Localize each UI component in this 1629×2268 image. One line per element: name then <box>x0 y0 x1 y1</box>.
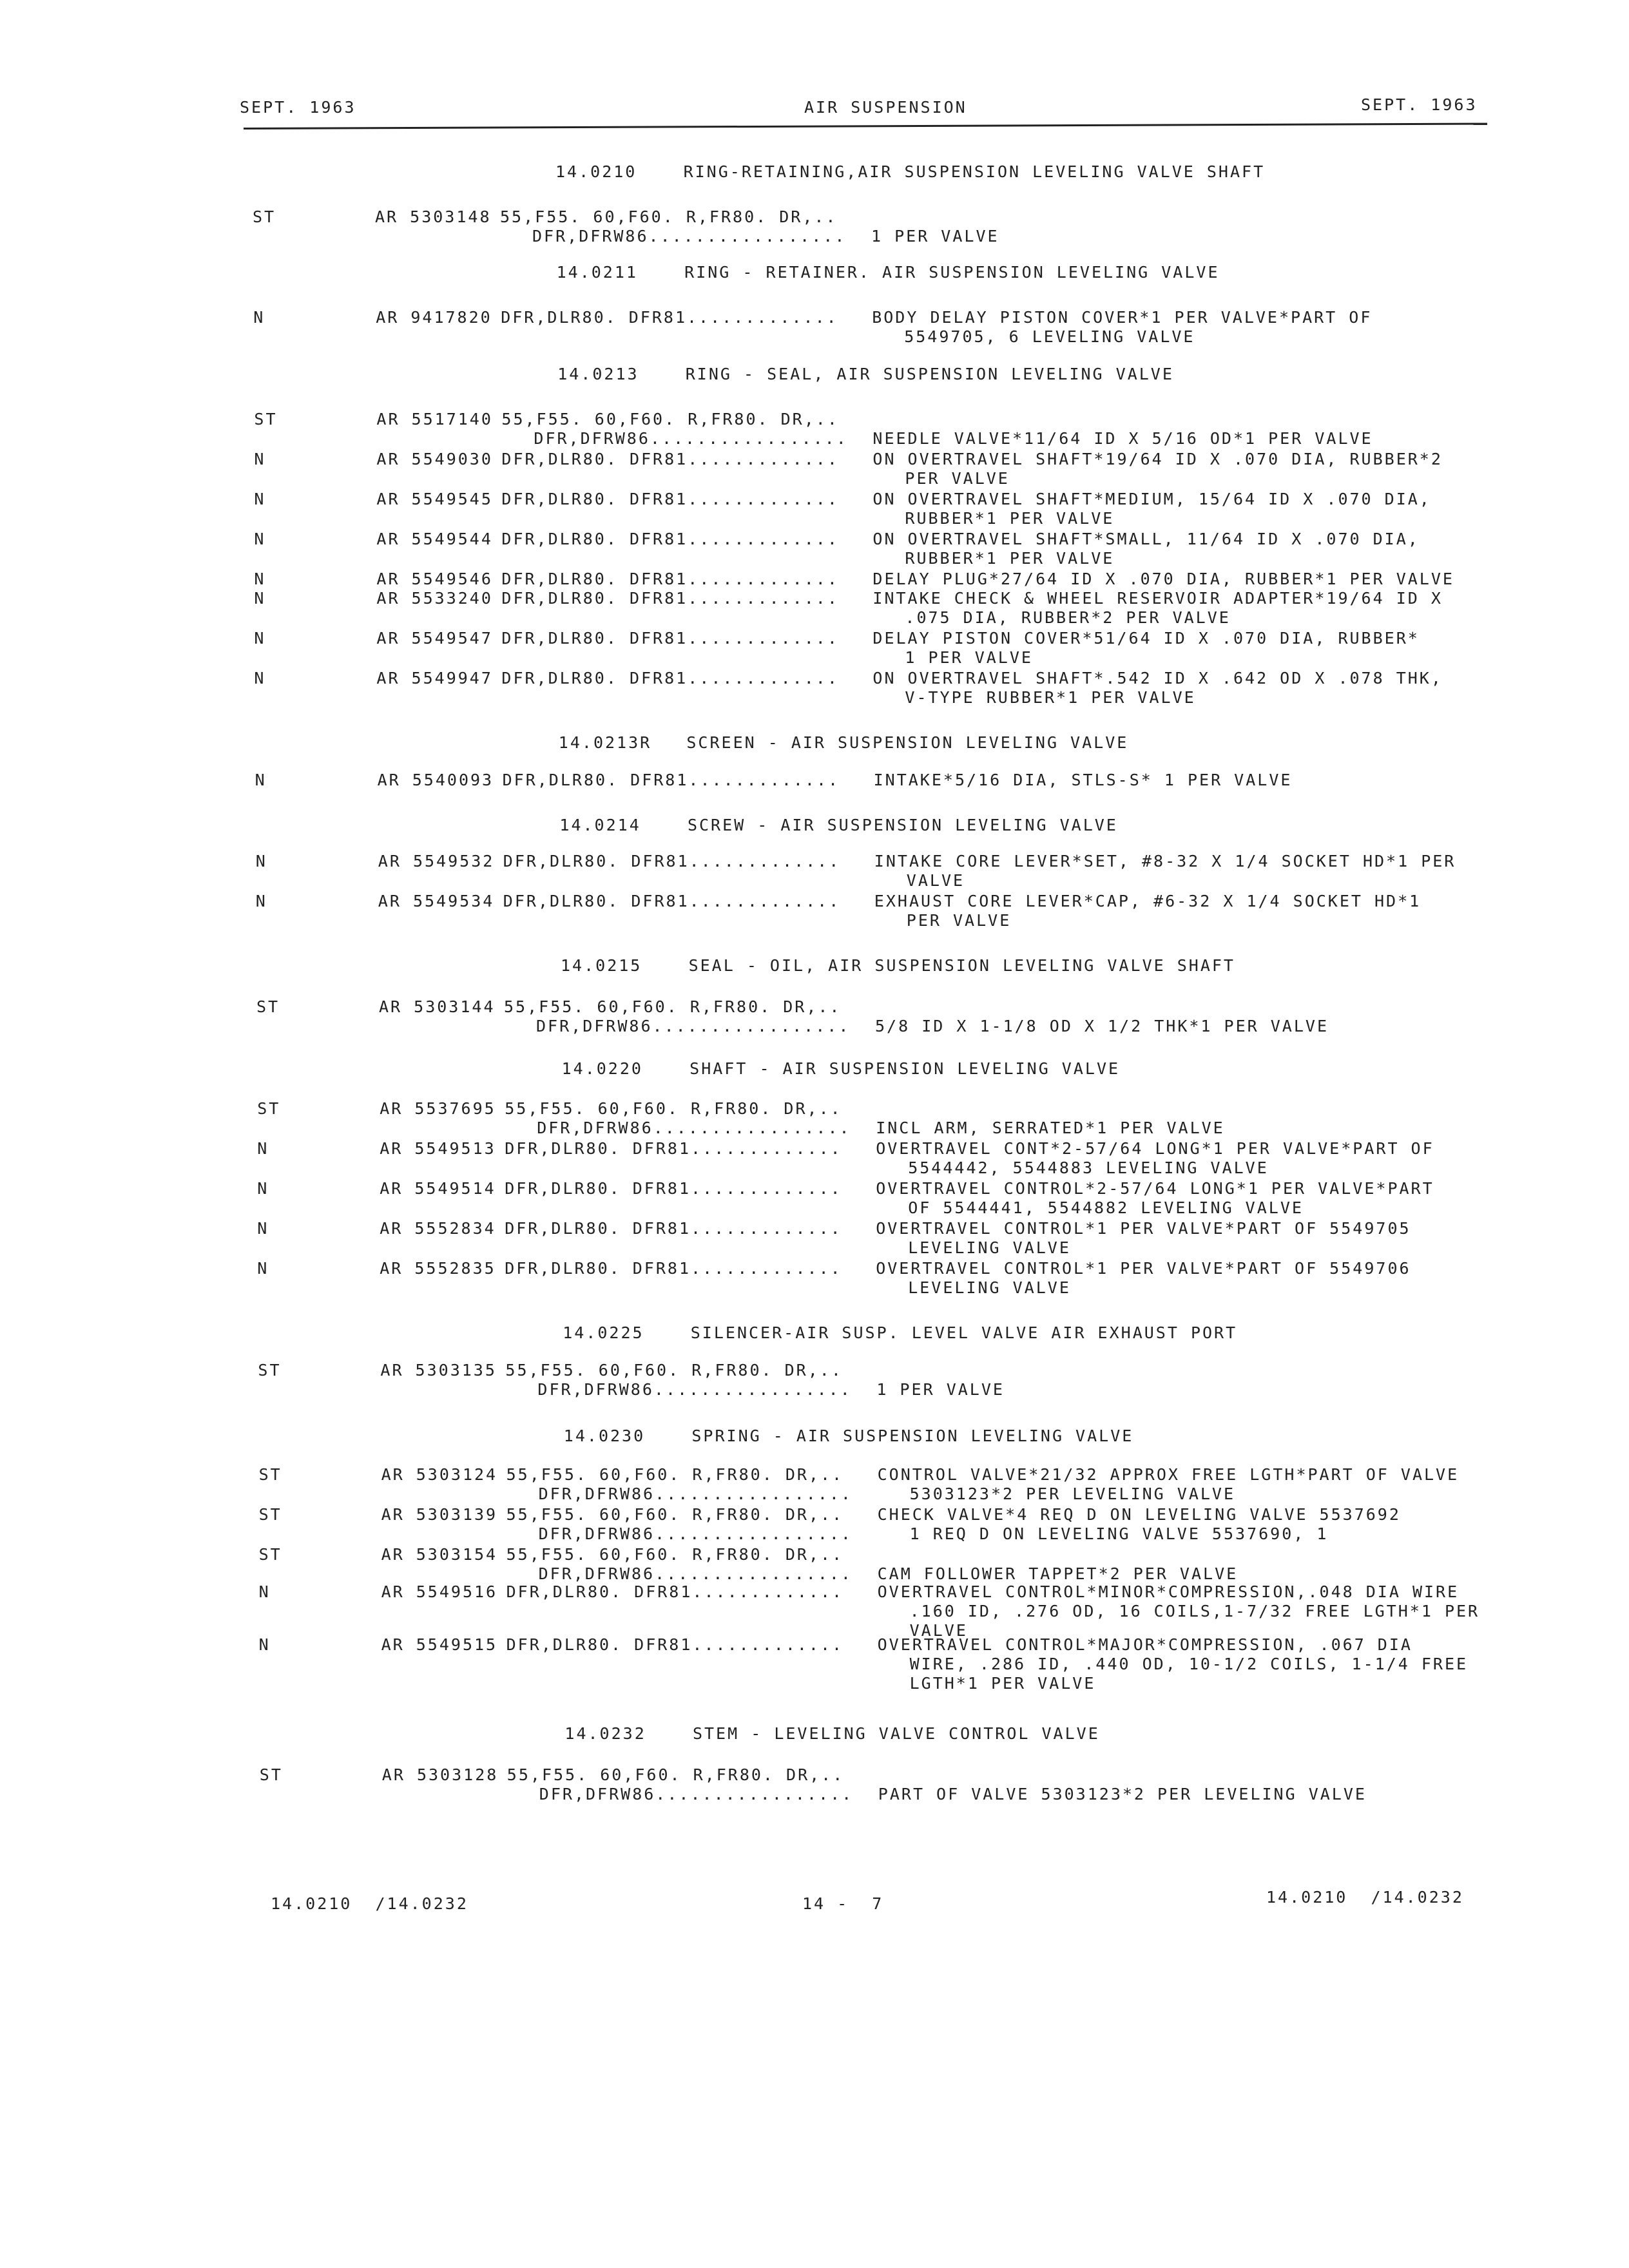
model-list: DFR,DLR80. DFR81............. <box>506 1582 844 1601</box>
model-list: DFR,DLR80. DFR81............. <box>503 852 841 870</box>
part-description-cont: CAM FOLLOWER TAPPET*2 PER VALVE <box>877 1564 1239 1583</box>
part-number: AR 5303144 <box>379 997 496 1016</box>
part-description: INTAKE CORE LEVER*SET, #8-32 X 1/4 SOCKET HD*1 PER <box>874 852 1456 870</box>
part-description-cont: OF 5544441, 5544882 LEVELING VALVE <box>908 1198 1304 1217</box>
status-code: N <box>255 852 267 870</box>
part-description-cont: VALVE <box>906 871 965 890</box>
model-list-cont: DFR,DFRW86................. <box>538 1524 853 1543</box>
status-code: N <box>254 589 266 608</box>
part-description-cont: PART OF VALVE 5303123*2 PER LEVELING VALVE <box>878 1785 1367 1803</box>
status-code: N <box>254 450 266 468</box>
part-number: AR 5549545 <box>376 490 493 508</box>
part-description: DELAY PLUG*27/64 ID X .070 DIA, RUBBER*1 PER VALVE <box>872 570 1454 588</box>
part-number: AR 5517140 <box>376 410 493 428</box>
part-description: CONTROL VALVE*21/32 APPROX FREE LGTH*PART OF VALVE <box>877 1465 1460 1484</box>
model-list: DFR,DLR80. DFR81............. <box>506 1635 844 1654</box>
part-description-cont: LEVELING VALVE <box>908 1238 1071 1257</box>
part-number: AR 5303135 <box>380 1361 497 1379</box>
header-title: AIR SUSPENSION <box>804 98 967 117</box>
status-code: N <box>257 1139 269 1158</box>
model-list: DFR,DLR80. DFR81............. <box>503 892 841 910</box>
model-list: 55,F55. 60,F60. R,FR80. DR,.. <box>505 1361 843 1379</box>
model-list: DFR,DLR80. DFR81............. <box>501 490 839 508</box>
section-title: 14.0213 RING - SEAL, AIR SUSPENSION LEVELING VALVE <box>557 365 1174 383</box>
part-number: AR 5303128 <box>381 1765 499 1784</box>
part-description-cont: .160 ID, .276 OD, 16 COILS,1-7/32 FREE LGTH*1 PER <box>909 1602 1480 1620</box>
part-description: OVERTRAVEL CONTROL*2-57/64 LONG*1 PER VALVE*PART <box>876 1179 1434 1198</box>
section-title: 14.0230 SPRING - AIR SUSPENSION LEVELING VALVE <box>563 1427 1134 1445</box>
status-code: ST <box>258 1465 282 1484</box>
part-description-cont: 5544442, 5544883 LEVELING VALVE <box>908 1158 1269 1177</box>
section-title: 14.0210 RING-RETAINING,AIR SUSPENSION LEVELING VALVE SHAFT <box>555 162 1266 181</box>
part-description-cont: 5549705, 6 LEVELING VALVE <box>904 327 1195 346</box>
part-number: AR 5303148 <box>375 207 492 226</box>
footer-range-right: 14.0210 /14.0232 <box>1266 1888 1464 1907</box>
model-list: 55,F55. 60,F60. R,FR80. DR,.. <box>506 1545 844 1564</box>
model-list: DFR,DLR80. DFR81............. <box>505 1179 842 1198</box>
section-title: 14.0214 SCREW - AIR SUSPENSION LEVELING VALVE <box>559 816 1118 834</box>
status-code: N <box>255 892 267 910</box>
status-code: ST <box>257 1099 281 1118</box>
model-list: DFR,DLR80. DFR81............. <box>501 308 838 327</box>
part-number: AR 9417820 <box>376 308 492 327</box>
part-description: ON OVERTRAVEL SHAFT*MEDIUM, 15/64 ID X .070 DIA, <box>872 490 1431 508</box>
section-title: 14.0213R SCREEN - AIR SUSPENSION LEVELING VALVE <box>558 733 1129 752</box>
part-description: OVERTRAVEL CONT*2-57/64 LONG*1 PER VALVE*PART OF <box>876 1139 1434 1158</box>
part-description: INTAKE CHECK & WHEEL RESERVOIR ADAPTER*19/64 ID X <box>872 589 1443 608</box>
status-code: ST <box>258 1505 282 1524</box>
section-title: 14.0215 SEAL - OIL, AIR SUSPENSION LEVELING VALVE SHAFT <box>561 956 1235 975</box>
status-code: ST <box>258 1545 282 1564</box>
status-code: N <box>257 1259 269 1278</box>
page-number: 14 - 7 <box>802 1894 884 1913</box>
model-list: 55,F55. 60,F60. R,FR80. DR,.. <box>506 1465 844 1484</box>
part-description-cont: RUBBER*1 PER VALVE <box>905 509 1115 528</box>
part-number: AR 5533240 <box>376 589 493 608</box>
part-description-cont: RUBBER*1 PER VALVE <box>905 549 1115 568</box>
status-code: N <box>254 570 266 588</box>
part-description: ON OVERTRAVEL SHAFT*19/64 ID X .070 DIA, RUBBER*2 <box>872 450 1443 468</box>
part-description: ON OVERTRAVEL SHAFT*SMALL, 11/64 ID X .070 DIA, <box>872 530 1420 548</box>
part-description: DELAY PISTON COVER*51/64 ID X .070 DIA, RUBBER* <box>872 629 1420 648</box>
part-description-cont: 1 PER VALVE <box>876 1380 1005 1399</box>
status-code: ST <box>253 207 276 226</box>
section-title: 14.0232 STEM - LEVELING VALVE CONTROL VALVE <box>564 1724 1100 1743</box>
part-description-cont: LEVELING VALVE <box>908 1278 1071 1297</box>
part-description: INTAKE*5/16 DIA, STLS-S* 1 PER VALVE <box>873 771 1293 789</box>
part-number: AR 5549947 <box>376 669 493 687</box>
part-description-cont: 1 REQ D ON LEVELING VALVE 5537690, 1 <box>909 1524 1329 1543</box>
part-number: AR 5549534 <box>378 892 495 910</box>
header-date-right: SEPT. 1963 <box>1361 95 1478 114</box>
status-code: N <box>254 629 266 648</box>
section-title: 14.0211 RING - RETAINER. AIR SUSPENSION LEVELING VALVE <box>556 263 1220 282</box>
part-description-cont: 1 PER VALVE <box>871 227 999 245</box>
model-list: DFR,DLR80. DFR81............. <box>505 1259 842 1278</box>
model-list: DFR,DLR80. DFR81............. <box>505 1139 842 1158</box>
model-list: DFR,DLR80. DFR81............. <box>501 450 839 468</box>
part-number: AR 5549514 <box>380 1179 496 1198</box>
part-description-cont: INCL ARM, SERRATED*1 PER VALVE <box>876 1119 1225 1137</box>
model-list: 55,F55. 60,F60. R,FR80. DR,.. <box>506 1765 845 1784</box>
part-number: AR 5549546 <box>376 570 493 588</box>
part-description-cont: PER VALVE <box>906 911 1012 930</box>
section-title: 14.0225 SILENCER-AIR SUSP. LEVEL VALVE AIR EXHAUST PORT <box>563 1323 1238 1342</box>
status-code: ST <box>258 1361 282 1379</box>
part-description: OVERTRAVEL CONTROL*MAJOR*COMPRESSION, .067 DIA <box>877 1635 1412 1654</box>
part-description-cont: .075 DIA, RUBBER*2 PER VALVE <box>905 608 1231 627</box>
part-description-cont: NEEDLE VALVE*11/64 ID X 5/16 OD*1 PER VALVE <box>872 429 1373 448</box>
part-number: AR 5549516 <box>381 1582 498 1601</box>
part-number: AR 5552835 <box>380 1259 496 1278</box>
part-number: AR 5303139 <box>381 1505 498 1524</box>
part-description-cont: LGTH*1 PER VALVE <box>909 1674 1096 1693</box>
status-code: N <box>255 771 267 789</box>
model-list: DFR,DLR80. DFR81............. <box>501 530 839 548</box>
model-list-cont: DFR,DFRW86................. <box>532 227 847 245</box>
part-description-cont: 1 PER VALVE <box>905 648 1033 667</box>
model-list: DFR,DLR80. DFR81............. <box>502 771 840 789</box>
model-list: 55,F55. 60,F60. R,FR80. DR,.. <box>501 410 839 428</box>
part-description-cont: PER VALVE <box>905 469 1010 488</box>
footer-range-left: 14.0210 /14.0232 <box>271 1894 468 1913</box>
part-number: AR 5549532 <box>378 852 495 870</box>
part-description: OVERTRAVEL CONTROL*1 PER VALVE*PART OF 5549705 <box>876 1219 1411 1238</box>
model-list: DFR,DLR80. DFR81............. <box>501 629 839 648</box>
status-code: ST <box>259 1765 283 1784</box>
model-list-cont: DFR,DFRW86................. <box>538 1564 853 1583</box>
part-description-cont: VALVE <box>909 1621 968 1640</box>
part-description: BODY DELAY PISTON COVER*1 PER VALVE*PART OF <box>872 308 1373 327</box>
part-number: AR 5549515 <box>381 1635 498 1654</box>
part-number: AR 5549547 <box>376 629 493 648</box>
part-description: OVERTRAVEL CONTROL*MINOR*COMPRESSION,.048 DIA WIRE <box>877 1582 1460 1601</box>
model-list: DFR,DLR80. DFR81............. <box>501 669 839 687</box>
part-number: AR 5540093 <box>377 771 494 789</box>
model-list: 55,F55. 60,F60. R,FR80. DR,.. <box>504 997 842 1016</box>
part-number: AR 5303124 <box>381 1465 498 1484</box>
status-code: ST <box>256 997 280 1016</box>
status-code: ST <box>254 410 278 428</box>
part-description-cont: 5303123*2 PER LEVELING VALVE <box>909 1485 1236 1503</box>
model-list-cont: DFR,DFRW86................. <box>537 1380 852 1399</box>
part-description: ON OVERTRAVEL SHAFT*.542 ID X .642 OD X .078 THK, <box>872 669 1443 687</box>
part-description-cont: WIRE, .286 ID, .440 OD, 10-1/2 COILS, 1-1/4 FREE <box>909 1655 1469 1673</box>
part-number: AR 5549513 <box>380 1139 496 1158</box>
part-description-cont: V-TYPE RUBBER*1 PER VALVE <box>905 688 1196 707</box>
model-list: 55,F55. 60,F60. R,FR80. DR,.. <box>505 1099 842 1118</box>
part-number: AR 5303154 <box>381 1545 498 1564</box>
part-description: EXHAUST CORE LEVER*CAP, #6-32 X 1/4 SOCKET HD*1 <box>874 892 1422 910</box>
part-number: AR 5549030 <box>376 450 493 468</box>
model-list-cont: DFR,DFRW86................. <box>537 1119 851 1137</box>
status-code: N <box>257 1179 269 1198</box>
model-list: 55,F55. 60,F60. R,FR80. DR,.. <box>506 1505 844 1524</box>
status-code: N <box>258 1582 271 1601</box>
model-list: DFR,DLR80. DFR81............. <box>505 1219 842 1238</box>
section-title: 14.0220 SHAFT - AIR SUSPENSION LEVELING VALVE <box>561 1059 1121 1078</box>
part-description: CHECK VALVE*4 REQ D ON LEVELING VALVE 5537692 <box>877 1505 1401 1524</box>
model-list: DFR,DLR80. DFR81............. <box>501 570 839 588</box>
status-code: N <box>254 490 266 508</box>
status-code: N <box>254 530 266 548</box>
status-code: N <box>253 308 265 327</box>
status-code: N <box>258 1635 271 1654</box>
status-code: N <box>254 669 266 687</box>
model-list-cont: DFR,DFRW86................. <box>534 429 848 448</box>
part-description-cont: 5/8 ID X 1-1/8 OD X 1/2 THK*1 PER VALVE <box>875 1017 1329 1035</box>
model-list: DFR,DLR80. DFR81............. <box>501 589 839 608</box>
status-code: N <box>257 1219 269 1238</box>
part-number: AR 5537695 <box>380 1099 496 1118</box>
part-number: AR 5549544 <box>376 530 493 548</box>
model-list: 55,F55. 60,F60. R,FR80. DR,.. <box>500 207 838 226</box>
part-description: OVERTRAVEL CONTROL*1 PER VALVE*PART OF 5549706 <box>876 1259 1411 1278</box>
part-number: AR 5552834 <box>380 1219 496 1238</box>
model-list-cont: DFR,DFRW86................. <box>536 1017 851 1035</box>
header-date-left: SEPT. 1963 <box>240 98 356 117</box>
model-list-cont: DFR,DFRW86................. <box>539 1785 854 1803</box>
model-list-cont: DFR,DFRW86................. <box>538 1485 853 1503</box>
